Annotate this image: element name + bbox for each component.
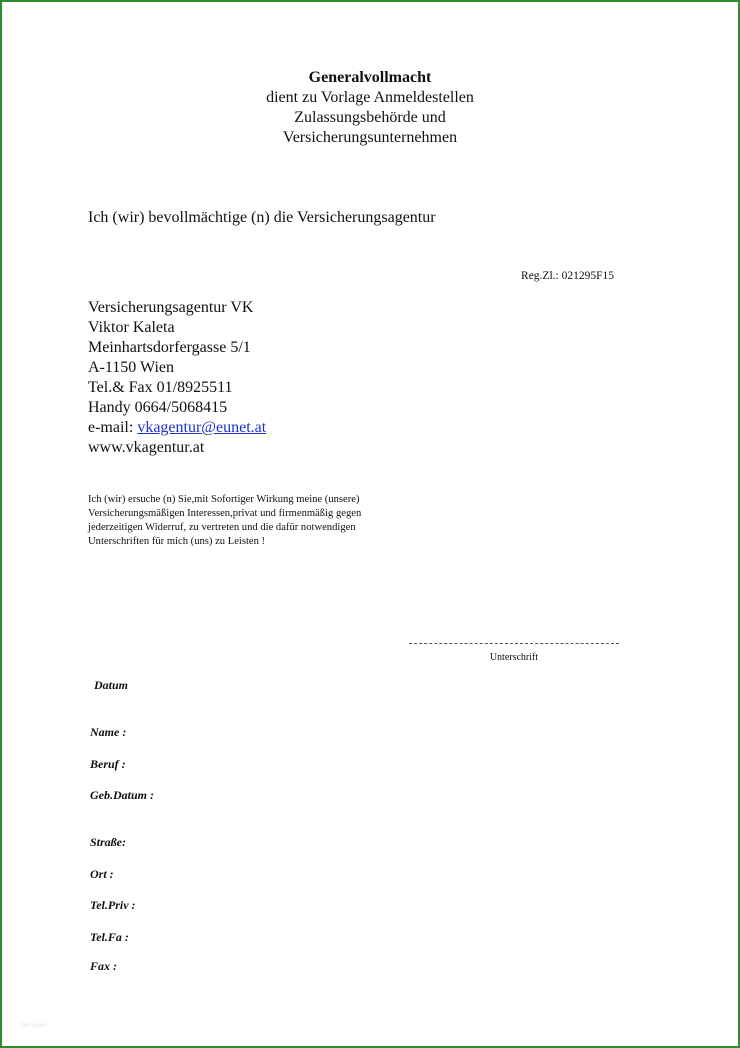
- agency-company: Versicherungsagentur VK: [88, 299, 254, 316]
- agency-website: www.vkagentur.at: [88, 439, 205, 456]
- body-line-1: Ich (wir) ersuche (n) Sie,mit Sofortiger Wirkung meine (unsere): [88, 494, 360, 505]
- signature-label: Unterschrift: [489, 652, 539, 663]
- body-line-2: Versicherungsmäßigen Interessen,privat und firmenmäßig gegen: [88, 508, 362, 519]
- subtitle-line-3: Versicherungsunternehmen: [282, 129, 458, 146]
- agency-address: [88, 298, 266, 458]
- email-prefix: e-mail:: [88, 419, 138, 436]
- agency-city: A-1150 Wien: [88, 359, 175, 376]
- authorization-intro: Ich (wir) bevollmächtige (n) die Versicherungsagentur: [88, 209, 436, 226]
- field-name: Name :: [90, 725, 127, 739]
- document-title: Generalvollmacht: [308, 69, 432, 86]
- watermark: Vorlagen: [20, 1022, 47, 1029]
- field-strasse: Straße:: [90, 835, 126, 849]
- body-line-3: jederzeitigen Widerruf, zu vertreten und die dafür notwendigen: [88, 522, 356, 533]
- field-tel-priv: Tel.Priv :: [90, 898, 136, 912]
- field-fax: Fax :: [90, 959, 117, 973]
- title-block: [2, 68, 738, 148]
- agency-contact-name: Viktor Kaleta: [88, 319, 175, 336]
- signature-line: [409, 643, 619, 644]
- email-link[interactable]: vkagentur@eunet.at: [137, 419, 267, 436]
- registration-number: Reg.Zl.: 021295F15: [521, 270, 614, 282]
- subtitle-line-2: Zulassungsbehörde und: [294, 109, 446, 126]
- field-beruf: Beruf :: [90, 757, 126, 771]
- field-ort: Ort :: [90, 867, 114, 881]
- agency-email-line: [88, 418, 266, 438]
- agency-handy: Handy 0664/5068415: [88, 399, 228, 416]
- agency-tel-fax: Tel.& Fax 01/8925511: [88, 379, 233, 396]
- field-datum: Datum: [94, 678, 129, 692]
- field-geb-datum: Geb.Datum :: [90, 788, 154, 802]
- authorization-text: [88, 493, 428, 549]
- subtitle-line-1: dient zu Vorlage Anmeldestellen: [266, 89, 474, 106]
- agency-street: Meinhartsdorfergasse 5/1: [88, 339, 251, 356]
- body-line-4: Unterschriften für mich (uns) zu Leisten !: [88, 536, 266, 547]
- field-tel-fa: Tel.Fa :: [90, 930, 129, 944]
